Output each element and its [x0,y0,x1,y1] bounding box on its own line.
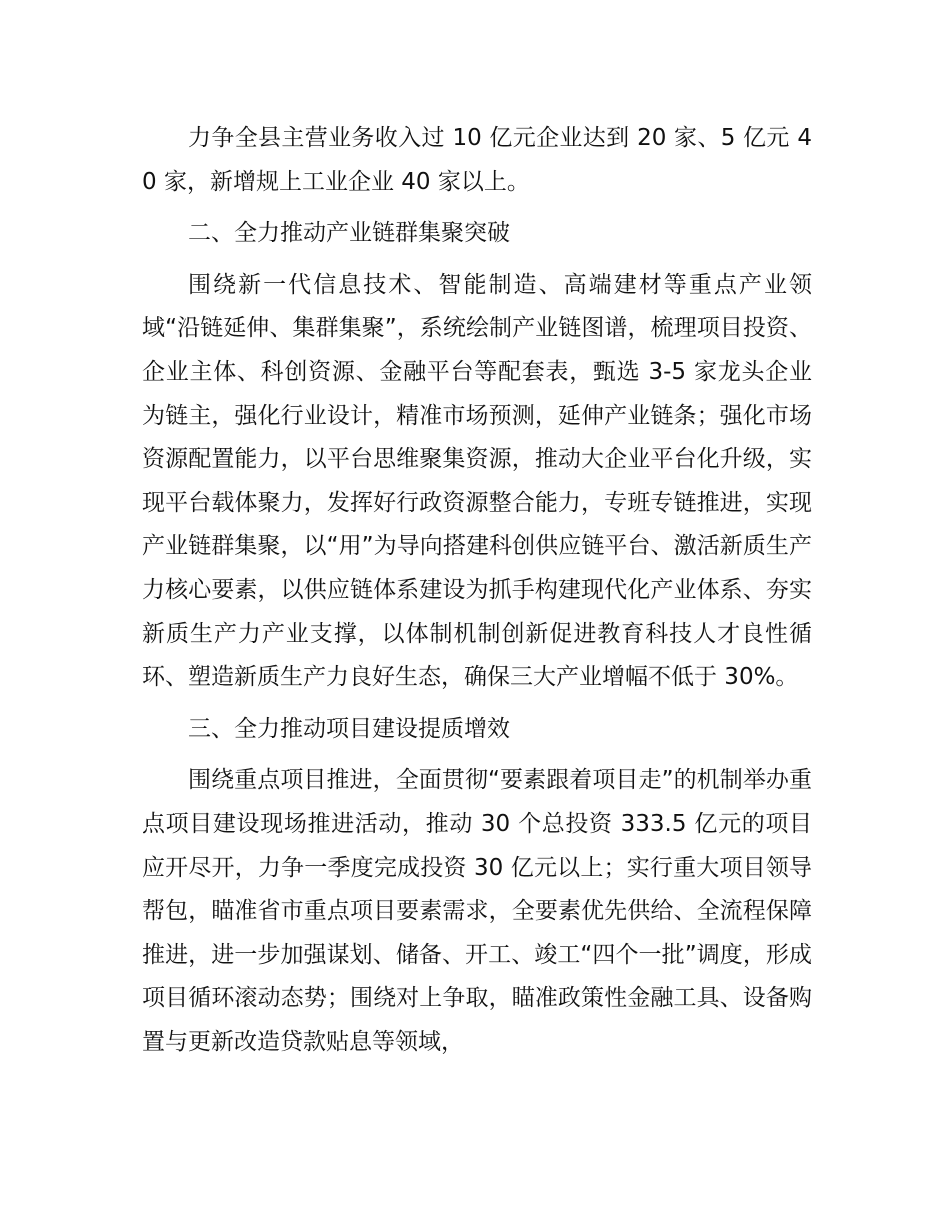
body-paragraph-industry-chain: 围绕新一代信息技术、智能制造、高端建材等重点产业领域“沿链延伸、集群集聚”，系统绘制产业链图谱，梳理项目投资、企业主体、科创资源、金融平台等配套表，甄选 3-5 家龙头企业为链主，强化行业设计，精准市场预测，延伸产业链条；强化市场资源配置能力，以平台思维聚集资源，推动大企业平台化升级，实现平台载体聚力，发挥好行政资源整合能力，专班专链推进，实现产业链群集聚，以“用”为导向搭建科创供应链平台、激活新质生产力核心要素，以供应链体系建设为抓手构建现代化产业体系、夯实新质生产力产业支撑，以体制机制创新促进教育科技人才良性循环、塑造新质生产力良好生态，确保三大产业增幅不低于 30%。 [142,271,812,691]
body-paragraph-project-construction: 围绕重点项目推进，全面贯彻“要素跟着项目走”的机制举办重点项目建设现场推进活动，推动 30 个总投资 333.5 亿元的项目应开尽开，力争一季度完成投资 30 亿元以上；实行重大项目领导帮包，瞄准省市重点项目要素需求，全要素优先供给、全流程保障推进，进一步加强谋划、储备、开工、竣工“四个一批”调度，形成项目循环滚动态势；围绕对上争取，瞄准政策性金融工具、设备购置与更新改造贷款贴息等领域， [142,767,812,1055]
section-heading-industry-chain: 二、全力推动产业链群集聚突破 [188,220,510,247]
body-paragraph-targets: 力争全县主营业务收入过 10 亿元企业达到 20 家、5 亿元 40 家，新增规上工业企业 40 家以上。 [142,125,812,195]
section-heading-project-construction: 三、全力推动项目建设提质增效 [188,715,510,742]
document-body [142,117,812,1072]
